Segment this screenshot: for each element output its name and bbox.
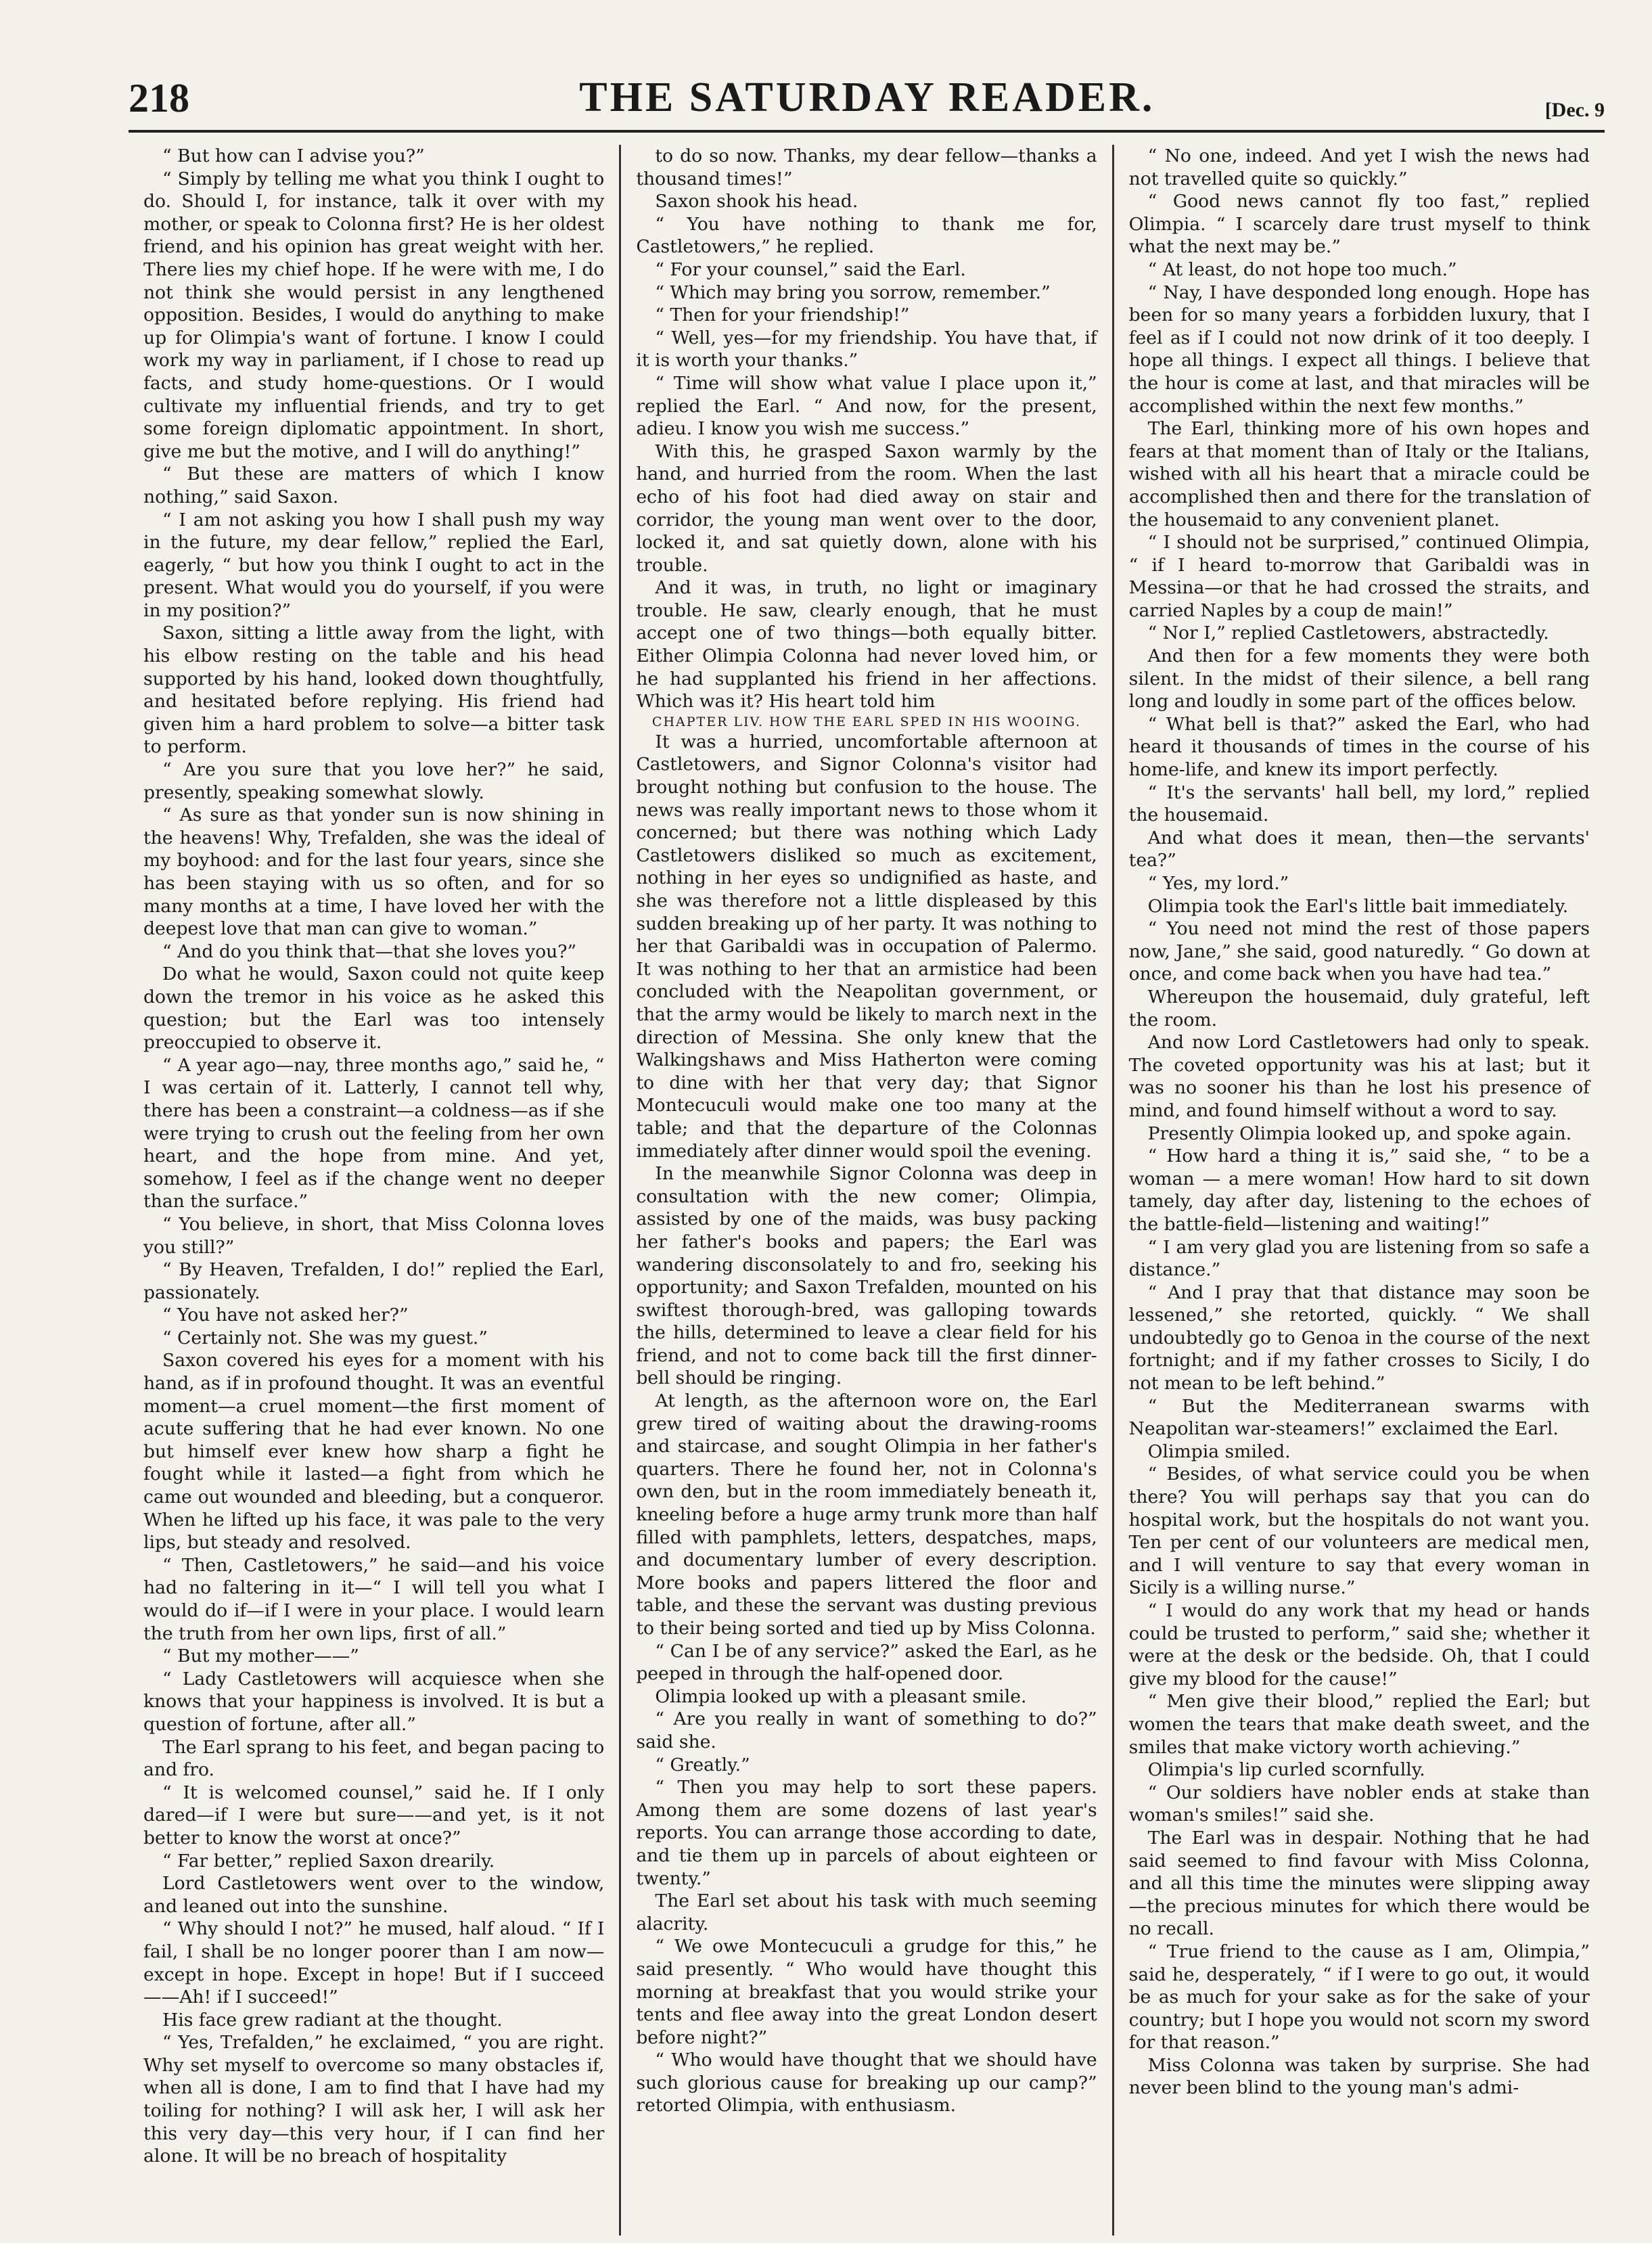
paragraph: Saxon, sitting a little away from the light, with his elbow resting on the table and his head supported by his hand, looked down thoughtfully, and hesitated before replying. His friend had given him a hard problem to solve—a bitter task to perform.: [143, 622, 605, 758]
paragraph: “ You believe, in short, that Miss Colonna loves you still?”: [143, 1213, 605, 1258]
paragraph: “ Well, yes—for my friendship. You have that, if it is worth your thanks.”: [636, 327, 1097, 371]
chapter-heading: CHAPTER LIV. HOW THE EARL SPED IN HIS WOOING.: [651, 714, 1082, 729]
publication-title: THE SATURDAY READER.: [579, 74, 1155, 120]
paragraph: “ Can I be of any service?” asked the Earl, as he peeped in through the half-opened door.: [636, 1640, 1097, 1685]
paragraph: “ True friend to the cause as I am, Olimpia,” said he, desperately, “ if I were to go out, it would be as much for your sake as for the sake of your country; but I hope you would not scorn my sword for that reason.”: [1128, 1941, 1590, 2054]
paragraph: The Earl set about his task with much seeming alacrity.: [636, 1890, 1097, 1934]
paragraph: “ Besides, of what service could you be when there? You will perhaps say that you can do hospital work, but the hospitals do not want you. Ten per cent of our volunteers are medical men, and I will venture to say that every woman in Sicily is a willing nurse.”: [1128, 1464, 1590, 1599]
paragraph: Do what he would, Saxon could not quite keep down the tremor in his voice as he asked this question; but the Earl was too intensely preoccupied to observe it.: [143, 964, 605, 1053]
paragraph: “ A year ago—nay, three months ago,” said he, “ I was certain of it. Latterly, I cannot tell why, there has been a constraint—a coldness—as if she were trying to crush out the feeling from her own heart, and the hope from mine. And yet, somehow, I feel as if the change went no deeper than the surface.”: [143, 1054, 605, 1213]
paragraph: “ Good news cannot fly too fast,” replied Olimpia. “ I scarcely dare trust myself to think what the next may be.”: [1128, 191, 1590, 258]
paragraph: And then for a few moments they were both silent. In the midst of their silence, a bell rang long and loudly in some part of the offices below.: [1128, 645, 1590, 712]
paragraph: And what does it mean, then—the servants' tea?”: [1128, 827, 1590, 871]
page-header: [129, 47, 1605, 133]
paragraph: “ I should not be surprised,” continued Olimpia, “ if I heard to-morrow that Garibaldi was in Messina—or that he had crossed the straits, and carried Naples by a coup de main!”: [1128, 532, 1590, 621]
paragraph: Saxon shook his head.: [655, 191, 858, 212]
paragraph: Presently Olimpia looked up, and spoke again.: [1147, 1123, 1572, 1144]
paragraph: “ We owe Montecuculi a grudge for this,” he said presently. “ Who would have thought this morning at breakfast that you would strike your tents and flee away into the great London desert before night?”: [636, 1936, 1097, 2048]
paragraph: “ Our soldiers have nobler ends at stake than woman's smiles!” said she.: [1128, 1782, 1590, 1826]
paragraph: “ Men give their blood,” replied the Earl; but women the tears that make death sweet, and the smiles that make victory worth achieving.”: [1128, 1691, 1590, 1758]
paragraph: The Earl was in despair. Nothing that he had said seemed to find favour with Miss Colonna, and all this time the minutes were slipping away—the precious minutes for which there would be no recall.: [1128, 1827, 1590, 1940]
paragraph: And now Lord Castletowers had only to speak. The coveted opportunity was his at last; but it was no sooner his than he lost his presence of mind, and found himself without a word to say.: [1128, 1032, 1590, 1121]
paragraph: “ Then, Castletowers,” he said—and his voice had no faltering in it—“ I will tell you what I would do if—if I were in your place. I would learn the truth from her own lips, first of all.”: [143, 1554, 605, 1644]
issue-date: [Dec. 9: [1544, 99, 1605, 121]
paragraph: to do so now. Thanks, my dear fellow—thanks a thousand times!”: [636, 145, 1097, 189]
paragraph: “ As sure as that yonder sun is now shining in the heavens! Why, Trefalden, she was the ideal of my boyhood: and for the last four years, since she has been staying with us so often, and for so many months at a time, I have loved her with the deepest love that man can give to woman.”: [143, 805, 605, 940]
paragraph: “ Are you sure that you love her?” he said, presently, speaking somewhat slowly.: [143, 759, 605, 803]
paragraph: It was a hurried, uncomfortable afternoon at Castletowers, and Signor Colonna's visitor had brought nothing but confusion to the house. The news was really important news to those whom it concerned; but there was nothing which Lady Castletowers disliked so much as excitement, nothing in her eyes so undignified as haste, and she was therefore not a little displeased by this sudden breaking up of her party. It was nothing to her that Garibaldi was in occupation of Palermo. It was nothing to her that an armistice had been concluded with the Neapolitan government, or that the army would be likely to march next in the direction of Messina. She only knew that the Walkingshaws and Miss Hatherton were coming to dine with her that very day; that Signor Montecuculi would make one too many at the table; and that the departure of the Colonnas immediately after dinner would spoil the evening.: [636, 731, 1097, 1162]
paragraph: At length, as the afternoon wore on, the Earl grew tired of waiting about the drawing-rooms and staircase, and sought Olimpia in her father's quarters. There he found her, not in Colonna's own den, but in the room immediately beneath it, kneeling before a huge army trunk more than half filled with pamphlets, letters, despatches, maps, and documentary lumber of every description. More books and papers littered the floor and table, and these the servant was dusting previous to their being sorted and tied up by Miss Colonna.: [636, 1390, 1097, 1639]
paragraph: “ It is welcomed counsel,” said he. If I only dared—if I were but sure——and yet, is it not better to know the worst at once?”: [143, 1782, 605, 1849]
paragraph: Olimpia took the Earl's little bait immediately.: [1147, 895, 1569, 917]
paragraph: “ I am very glad you are listening from so safe a distance.”: [1128, 1236, 1590, 1281]
paragraph: “ And do you think that—that she loves you?”: [162, 941, 577, 962]
paragraph: “ For your counsel,” said the Earl.: [655, 258, 966, 280]
paragraph: “ Then for your friendship!”: [655, 304, 910, 326]
paragraph: “ At least, do not hope too much.”: [1147, 258, 1457, 280]
paragraph: “ Yes, Trefalden,” he exclaimed, “ you are right. Why set myself to overcome so many obstacles if, when all is done, I am to find that I have had my toiling for nothing? I will ask her, I will ask her this very day—this very hour, if I can find her alone. It will be no breach of hospitality: [143, 2032, 605, 2167]
paragraph: “ But my mother——”: [162, 1646, 359, 1667]
paragraph: The Earl, thinking more of his own hopes and fears at that moment than of Italy or the Italians, wished with all his heart that a miracle could be accomplished then and there for the translation of the housemaid to any convenient planet.: [1128, 418, 1590, 530]
paragraph: “ You have nothing to thank me for, Castletowers,” he replied.: [636, 213, 1097, 258]
paragraph: “ But these are matters of which I know nothing,” said Saxon.: [143, 463, 605, 507]
paragraph: “ You need not mind the rest of those papers now, Jane,” she said, good naturedly. “ Go down at once, and come back when you have had tea.”: [1128, 918, 1590, 985]
paragraph: “ Greatly.”: [655, 1754, 750, 1775]
paragraph: “ By Heaven, Trefalden, I do!” replied the Earl, passionately.: [143, 1259, 605, 1303]
paragraph: Saxon covered his eyes for a moment with his hand, as if in profound thought. It was an eventful moment—a cruel moment—the first moment of acute suffering that he had ever known. No one but himself ever knew how sharp a fight he fought while it lasted—a fight from which he came out wounded and bleeding, but a conqueror. When he lifted up his face, it was pale to the very lips, but steady and resolved.: [143, 1350, 605, 1554]
paragraph: And it was, in truth, no light or imaginary trouble. He saw, clearly enough, that he must accept one of two things—both equally bitter. Either Olimpia Colonna had never loved him, or he had supplanted his friend in her affections. Which was it? His heart told him: [636, 577, 1097, 712]
paragraph: “ Lady Castletowers will acquiesce when she knows that your happiness is involved. It is but a question of fortune, after all.”: [143, 1668, 605, 1735]
column-3: [1112, 145, 1605, 2236]
paragraph: “ Then you may help to sort these papers. Among them are some dozens of last year's reports. You can arrange those according to date, and tie them up in parcels of about eighteen or twenty.”: [636, 1777, 1097, 1889]
paragraph: “ Time will show what value I place upon it,” replied the Earl. “ And now, for the present, adieu. I know you wish me success.”: [636, 372, 1097, 440]
paragraph: “ Nay, I have desponded long enough. Hope has been for so many years a forbidden luxury, that I feel as if I could not now drink of it too deeply. I hope all things. I expect all things. I believe that the hour is come at last, and that miracles will be accomplished within the next few months.”: [1128, 281, 1590, 417]
paragraph: “ I am not asking you how I shall push my way in the future, my dear fellow,” replied the Earl, eagerly, “ but how you think I ought to act in the present. What would you do yourself, if you were in my position?”: [143, 509, 605, 621]
paragraph: Olimpia's lip curled scornfully.: [1147, 1759, 1425, 1781]
paragraph: “ What bell is that?” asked the Earl, who had heard it thousands of times in the course of his home-life, and knew its import perfectly.: [1128, 713, 1590, 781]
paragraph: Miss Colonna was taken by surprise. She had never been blind to the young man's admi-: [1128, 2054, 1590, 2099]
paragraph: “ But the Mediterranean swarms with Neapolitan war-steamers!” exclaimed the Earl.: [1128, 1395, 1590, 1440]
paragraph: “ How hard a thing it is,” said she, “ to be a woman — a mere woman! How hard to sit down tamely, day after day, listening to the echoes of the battle-field—listening and waiting!”: [1128, 1146, 1590, 1235]
paragraph: “ But how can I advise you?”: [162, 145, 425, 166]
paragraph: The Earl sprang to his feet, and began pacing to and fro.: [143, 1736, 605, 1781]
paragraph: Olimpia looked up with a pleasant smile.: [655, 1685, 1027, 1707]
paragraph: “ I would do any work that my head or hands could be trusted to perform,” said she; whether it were at the desk or the bedside. Oh, that I could give my blood for the cause!”: [1128, 1600, 1590, 1690]
paragraph: “ Are you really in want of something to do?” said she.: [636, 1708, 1097, 1752]
column-1: [129, 145, 619, 2236]
paragraph: “ Far better,” replied Saxon drearily.: [162, 1850, 495, 1872]
paragraph: Olimpia smiled.: [1147, 1441, 1291, 1462]
paragraph: “ Who would have thought that we should have such glorious cause for breaking up our camp?” retorted Olimpia, with enthusiasm.: [636, 2049, 1097, 2116]
page-number: 218: [129, 76, 189, 120]
paragraph: Lord Castletowers went over to the window, and leaned out into the sunshine.: [143, 1873, 605, 1917]
paragraph: “ Which may bring you sorrow, remember.”: [655, 281, 1051, 303]
paragraph: Whereupon the housemaid, duly grateful, left the room.: [1128, 986, 1590, 1030]
paragraph: “ Nor I,” replied Castletowers, abstractedly.: [1147, 622, 1549, 644]
paragraph: “ No one, indeed. And yet I wish the news had not travelled quite so quickly.”: [1128, 145, 1590, 189]
text-columns: [129, 145, 1605, 2236]
paragraph: “ Yes, my lord.”: [1147, 873, 1289, 894]
paragraph: “ Why should I not?” he mused, half aloud. “ If I fail, I shall be no longer poorer than I am now—except in hope. Except in hope! But if I succeed——Ah! if I succeed!”: [143, 1918, 605, 2008]
paragraph: “ And I pray that that distance may soon be lessened,” she retorted, quickly. “ We shall undoubtedly go to Genoa in the course of the next fortnight; and if my father crosses to Sicily, I do not mean to be left behind.”: [1128, 1282, 1590, 1395]
paragraph: In the meanwhile Signor Colonna was deep in consultation with the new comer; Olimpia, assisted by one of the maids, was busy packing her father's books and papers; the Earl was wandering disconsolately to and fro, seeking his opportunity; and Saxon Trefalden, mounted on his swiftest thorough-bred, was galloping towards the hills, determined to leave a clear field for his friend, and not to come back till the first dinner-bell should be ringing.: [636, 1163, 1097, 1389]
paragraph: With this, he grasped Saxon warmly by the hand, and hurried from the room. When the last echo of his foot had died away on stair and corridor, the young man went over to the door, locked it, and sat quietly down, alone with his trouble.: [636, 440, 1097, 576]
paragraph: “ You have not asked her?”: [162, 1305, 409, 1326]
paragraph: “ It's the servants' hall bell, my lord,” replied the housemaid.: [1128, 781, 1590, 826]
paragraph: “ Certainly not. She was my guest.”: [162, 1327, 488, 1349]
column-2: [619, 145, 1111, 2236]
paragraph: His face grew radiant at the thought.: [162, 2009, 503, 2031]
paragraph: “ Simply by telling me what you think I ought to do. Should I, for instance, talk it over with my mother, or speak to Colonna first? He is her oldest friend, and his opinion has great weight with her. There lies my chief hope. If he were with me, I do not think she would persist in any lengthened opposition. Besides, I would do anything to make up for Olimpia's want of fortune. I know I could work my way in parliament, if I chose to read up facts, and study home-questions. Or I would cultivate my influential friends, and try to get some foreign diplomatic appointment. In short, give me but the motive, and I will do anything!”: [143, 168, 605, 462]
